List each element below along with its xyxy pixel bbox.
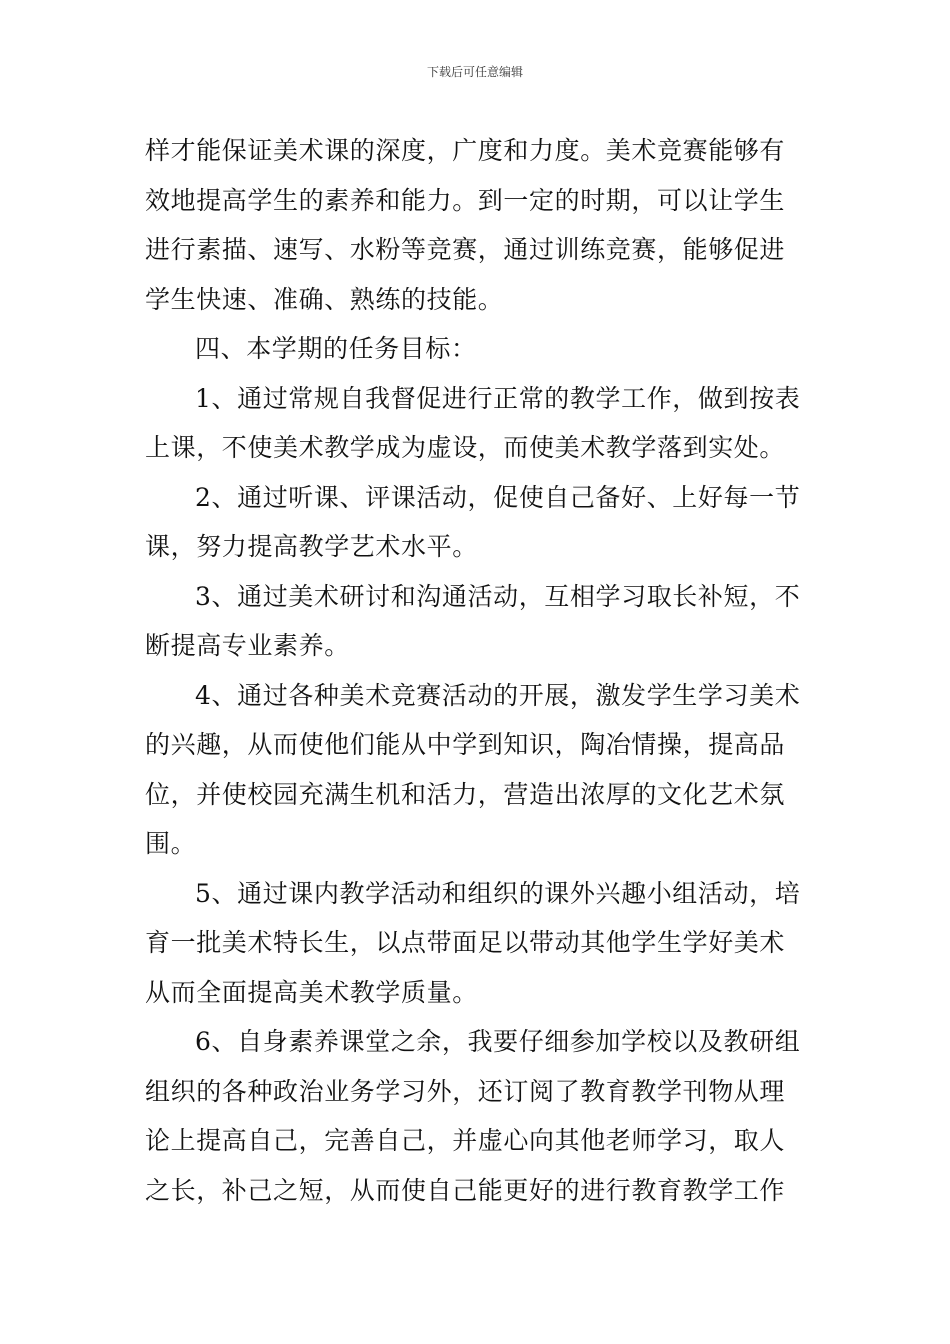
paragraph-6-line-1: 4、通过各种美术竞赛活动的开展，激发学生学习美术: [195, 680, 801, 710]
paragraph-7-line-1: 5、通过课内教学活动和组织的课外兴趣小组活动，培: [195, 878, 801, 908]
paragraph-5-line-1: 3、通过美术研讨和沟通活动，互相学习取长补短，不: [195, 581, 801, 611]
paragraph-6-line-4: 围。: [145, 829, 197, 858]
paragraph-7-line-3: 从而全面提高美术教学质量。: [145, 977, 478, 1007]
paragraph-4-line-1: 2、通过听课、评课活动，促使自己备好、上好每一节: [195, 482, 801, 512]
paragraph-8-line-1: 6、自身素养课堂之余，我要仔细参加学校以及教研组: [195, 1027, 801, 1056]
paragraph-6-line-2: 的兴趣，从而使他们能从中学到知识，陶冶情操，提高品: [145, 730, 786, 759]
paragraph-5-line-2: 断提高专业素养。: [145, 631, 350, 660]
paragraph-1-line-4: 学生快速、准确、熟练的技能。: [145, 284, 504, 314]
paragraph-8-line-4: 之长，补己之短，从而使自己能更好的进行教育教学工作: [145, 1175, 786, 1205]
page-header: 下载后可任意编辑: [426, 65, 523, 79]
paragraph-1-line-2: 效地提高学生的素养和能力。到一定的时期，可以让学生: [145, 185, 786, 215]
paragraph-1-line-1: 样才能保证美术课的深度，广度和力度。美术竞赛能够有: [145, 136, 786, 165]
paragraph-6-line-3: 位，并使校园充满生机和活力，营造出浓厚的文化艺术氛: [145, 779, 786, 809]
paragraph-3-line-1: 1、通过常规自我督促进行正常的教学工作，做到按表: [195, 383, 801, 413]
document-body: [145, 126, 810, 1215]
paragraph-3-line-2: 上课，不使美术教学成为虚设，而使美术教学落到实处。: [145, 433, 786, 462]
paragraph-2-line-1: 四、本学期的任务目标：: [195, 334, 477, 363]
paragraph-7-line-2: 育一批美术特长生，以点带面足以带动其他学生学好美术: [145, 928, 786, 957]
paragraph-8-line-2: 组织的各种政治业务学习外，还订阅了教育教学刊物从理: [145, 1076, 786, 1106]
paragraph-8-line-3: 论上提高自己，完善自己，并虚心向其他老师学习，取人: [145, 1126, 786, 1155]
paragraph-1-line-3: 进行素描、速写、水粉等竞赛，通过训练竞赛，能够促进: [145, 235, 786, 264]
paragraph-4-line-2: 课，努力提高教学艺术水平。: [145, 532, 478, 561]
